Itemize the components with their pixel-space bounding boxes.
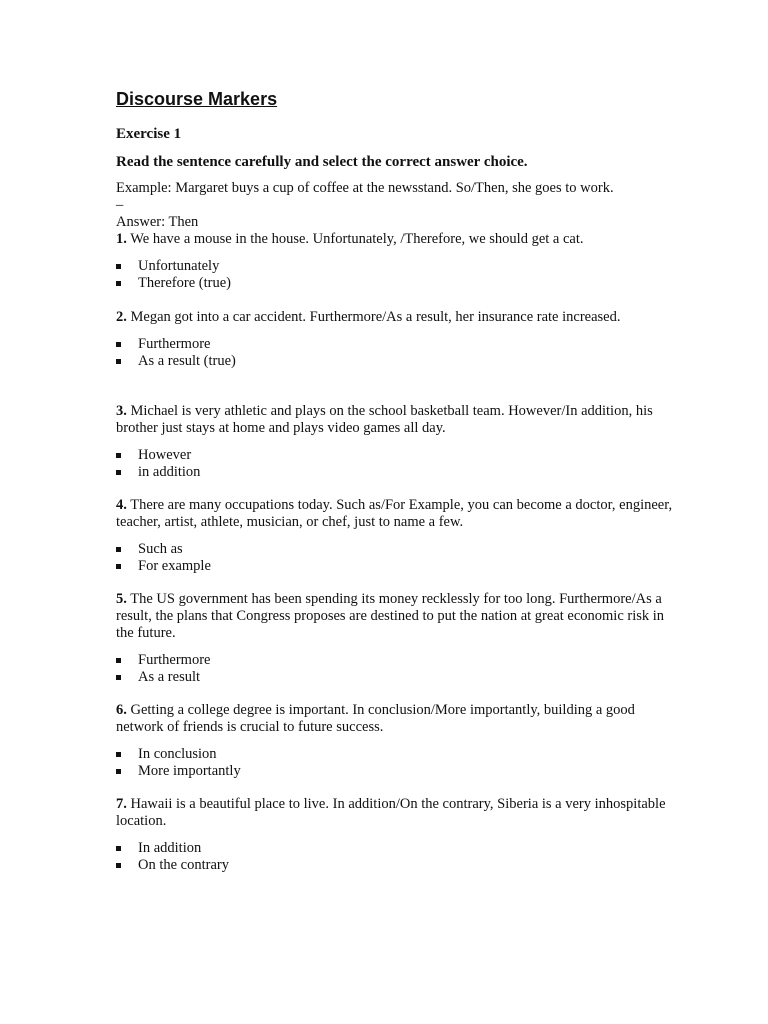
question-number: 7. [116, 796, 127, 812]
question-text [116, 231, 676, 248]
answer-choice[interactable] [116, 840, 676, 857]
question-body: Hawaii is a beautiful place to live. In addition/On the contrary, Siberia is a very inhospitable location. [116, 796, 666, 829]
question-5 [116, 591, 676, 685]
choice-label: Therefore (true) [138, 274, 231, 291]
choice-list [116, 840, 676, 873]
bullet-icon [116, 752, 121, 757]
example-sentence: Example: Margaret buys a cup of coffee at the newsstand. So/Then, she goes to work. [116, 180, 614, 196]
choice-label: For example [138, 557, 211, 574]
answer-choice[interactable] [116, 275, 676, 292]
bullet-icon [116, 564, 121, 569]
question-2 [116, 309, 676, 369]
example-dash: – [116, 197, 124, 213]
instruction-text: Read the sentence carefully and select the correct answer choice. [116, 154, 528, 170]
bullet-icon [116, 863, 121, 868]
bullet-icon [116, 453, 121, 458]
choice-label: Such as [138, 541, 183, 557]
answer-choice[interactable] [116, 464, 676, 481]
question-text [116, 591, 676, 642]
question-body: We have a mouse in the house. Unfortunately, /Therefore, we should get a cat. [126, 231, 584, 247]
question-4 [116, 497, 676, 574]
choice-list [116, 652, 676, 685]
question-body: There are many occupations today. Such as/For Example, you can become a doctor, engineer, teacher, artist, athlete, musician, or chef, just to name a few. [116, 497, 673, 530]
bullet-icon [116, 675, 121, 680]
bullet-icon [116, 264, 121, 269]
bullet-icon [116, 658, 121, 663]
answer-choice[interactable] [116, 746, 676, 763]
question-text [116, 796, 676, 830]
choice-label: In conclusion [138, 746, 217, 762]
answer-choice[interactable] [116, 669, 676, 686]
choice-label: In addition [138, 840, 202, 856]
bullet-icon [116, 359, 121, 364]
question-text [116, 403, 676, 437]
bullet-icon [116, 547, 121, 552]
question-body: Getting a college degree is important. In conclusion/More importantly, building a good network of friends is crucial to future success. [116, 702, 635, 735]
question-body: Megan got into a car accident. Furthermore/As a result, her insurance rate increased. [126, 309, 621, 325]
question-number: 5. [116, 591, 127, 607]
question-text [116, 309, 676, 326]
bullet-icon [116, 342, 121, 347]
question-number: 3. [116, 403, 127, 419]
example-answer: Answer: Then [116, 214, 199, 230]
question-body: The US government has been spending its money recklessly for too long. Furthermore/As a result, the plans that Congress proposes are destined to put the nation at great economic risk in the future. [116, 591, 665, 641]
choice-label: However [138, 447, 192, 463]
question-number: 6. [116, 702, 127, 718]
choice-label: More importantly [138, 762, 241, 779]
question-body: Michael is very athletic and plays on the school basketball team. However/In addition, his brother just stays at home and plays video games all day. [116, 403, 653, 436]
choice-label: As a result (true) [138, 352, 236, 369]
question-number: 2. [116, 309, 127, 325]
answer-choice[interactable] [116, 558, 676, 575]
question-3 [116, 403, 676, 480]
choice-label: Furthermore [138, 652, 211, 668]
choice-label: On the contrary [138, 856, 229, 873]
choice-list [116, 541, 676, 574]
bullet-icon [116, 769, 121, 774]
answer-choice[interactable] [116, 336, 676, 353]
document-title: Discourse Markers [116, 89, 278, 109]
question-number: 1. [116, 231, 127, 247]
answer-choice[interactable] [116, 857, 676, 874]
choice-label: in addition [138, 463, 201, 480]
bullet-icon [116, 846, 121, 851]
answer-choice[interactable] [116, 353, 676, 370]
exercise-heading: Exercise 1 [116, 126, 182, 142]
choice-list [116, 258, 676, 291]
answer-choice[interactable] [116, 447, 676, 464]
choice-label: Unfortunately [138, 258, 220, 274]
bullet-icon [116, 470, 121, 475]
bullet-icon [116, 281, 121, 286]
question-text [116, 702, 676, 736]
example-block [116, 180, 676, 231]
choice-list [116, 746, 676, 779]
choice-label: As a result [138, 668, 201, 685]
question-6 [116, 702, 676, 779]
answer-choice[interactable] [116, 258, 676, 275]
question-1 [116, 231, 676, 291]
answer-choice[interactable] [116, 541, 676, 558]
question-number: 4. [116, 497, 127, 513]
choice-list [116, 336, 676, 369]
choice-label: Furthermore [138, 336, 211, 352]
choice-list [116, 447, 676, 480]
question-7 [116, 796, 676, 873]
answer-choice[interactable] [116, 652, 676, 669]
answer-choice[interactable] [116, 763, 676, 780]
question-text [116, 497, 676, 531]
